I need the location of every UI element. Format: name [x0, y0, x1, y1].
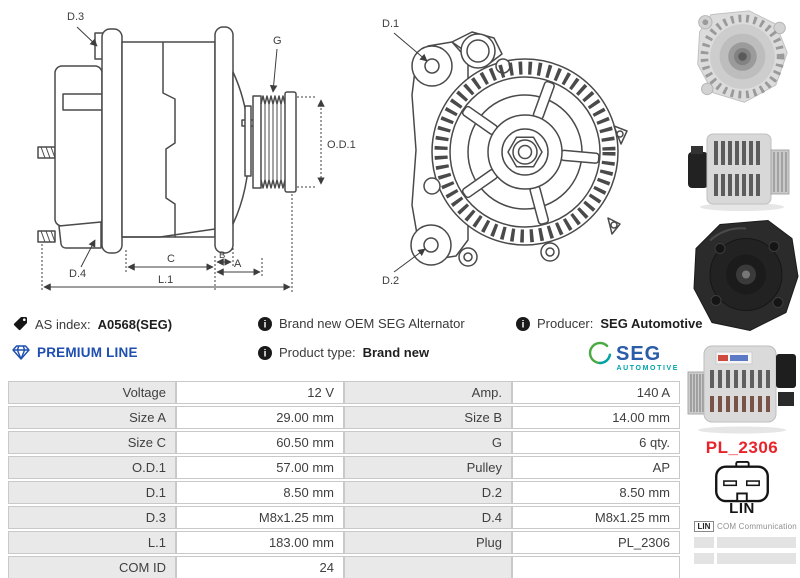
- spec-row: [8, 431, 680, 454]
- product-photo-side-pulley[interactable]: [686, 338, 798, 434]
- com-row-empty: [694, 553, 798, 564]
- spec-label: D.4: [344, 506, 512, 529]
- spec-label: Plug: [344, 531, 512, 554]
- spec-label: Size A: [8, 406, 176, 429]
- spec-label: Amp.: [344, 381, 512, 404]
- as-index-label: AS index:: [35, 316, 91, 332]
- spec-value: 6 qty.: [512, 431, 680, 454]
- spec-value: 14.00 mm: [512, 406, 680, 429]
- com-key: LIN: [694, 521, 714, 532]
- spec-label: D.3: [8, 506, 176, 529]
- spec-label: Pulley: [344, 456, 512, 479]
- dim-label-l1: L.1: [158, 274, 174, 286]
- dim-label-g: G: [273, 35, 282, 47]
- rear-bracket: [102, 29, 122, 253]
- spec-row: [8, 506, 680, 529]
- svg-text:i: i: [263, 319, 267, 330]
- spec-row: [8, 481, 680, 504]
- spec-label: Size B: [344, 406, 512, 429]
- premium-line-label: PREMIUM LINE: [37, 345, 138, 360]
- spec-label: G: [344, 431, 512, 454]
- spec-table: [8, 379, 680, 578]
- spec-value: 57.00 mm: [176, 456, 344, 479]
- product-photo-rear-dark[interactable]: [690, 218, 800, 335]
- dim-label-d1: D.1: [382, 18, 400, 30]
- product-photo-side-connector[interactable]: [687, 123, 797, 213]
- front-bracket: [215, 27, 233, 253]
- brand-new-text: Brand new OEM SEG Alternator: [279, 316, 465, 331]
- technical-drawing-side-view: [15, 0, 375, 300]
- spec-row: [8, 531, 680, 554]
- pulley-flange-left: [253, 96, 261, 188]
- spec-value: [512, 556, 680, 578]
- product-type-label: Product type:: [279, 345, 356, 360]
- com-table: [694, 521, 798, 569]
- spec-row: [8, 456, 680, 479]
- dim-label-a: A: [234, 258, 242, 270]
- as-index-row: [12, 316, 172, 332]
- plug-connector-icon: [711, 461, 773, 503]
- spec-value: PL_2306: [512, 531, 680, 554]
- technical-drawing-front-view: [368, 0, 668, 300]
- tag-icon: [12, 316, 28, 332]
- producer-row: [516, 316, 702, 331]
- product-type-row: [258, 345, 429, 360]
- com-value: COM Communication: [717, 522, 797, 531]
- spec-table-body: [8, 381, 680, 578]
- as-index-value: A0568(SEG): [97, 316, 173, 332]
- plug-code: PL_2306: [705, 438, 779, 457]
- spec-value: AP: [512, 456, 680, 479]
- dim-label-d4: D.4: [69, 268, 87, 280]
- spec-label: D.2: [344, 481, 512, 504]
- product-type-value: Brand new: [362, 345, 430, 360]
- rear-housing: [55, 66, 102, 226]
- spec-label: [344, 556, 512, 578]
- spec-value: 8.50 mm: [512, 481, 680, 504]
- stator-body: [122, 42, 215, 237]
- spec-value: 8.50 mm: [176, 481, 344, 504]
- spec-row: [8, 556, 680, 578]
- spec-value: 140 A: [512, 381, 680, 404]
- spec-row: [8, 406, 680, 429]
- spec-value: 29.00 mm: [176, 406, 344, 429]
- seg-logo-text: SEG: [616, 343, 662, 365]
- spec-label: Size C: [8, 431, 176, 454]
- premium-line-row: [12, 345, 138, 360]
- spec-row: [8, 381, 680, 404]
- spec-value: 24: [176, 556, 344, 578]
- lug-d4: [59, 222, 101, 248]
- spec-value: M8x1.25 mm: [512, 506, 680, 529]
- svg-text:i: i: [263, 348, 267, 359]
- dim-label-od1: O.D.1: [327, 139, 356, 151]
- producer-value: SEG Automotive: [600, 316, 703, 331]
- product-photo-front[interactable]: [692, 5, 792, 109]
- producer-label: Producer:: [537, 316, 594, 331]
- svg-text:i: i: [521, 319, 525, 330]
- spec-value: 12 V: [176, 381, 344, 404]
- spec-value: M8x1.25 mm: [176, 506, 344, 529]
- brand-new-row: [258, 316, 465, 331]
- dim-label-b: B: [219, 250, 226, 261]
- com-row: [694, 521, 798, 532]
- plug-type-label: LIN: [729, 500, 755, 517]
- seg-automotive-logo: [588, 336, 680, 374]
- pulley-flange-right: [285, 92, 296, 192]
- spec-label: O.D.1: [8, 456, 176, 479]
- spec-label: Voltage: [8, 381, 176, 404]
- diamond-icon: [12, 345, 30, 360]
- dim-label-d2: D.2: [382, 275, 400, 287]
- spec-value: 183.00 mm: [176, 531, 344, 554]
- info-icon: [516, 317, 530, 331]
- spec-label: D.1: [8, 481, 176, 504]
- spec-value: 60.50 mm: [176, 431, 344, 454]
- info-icon: [258, 317, 272, 331]
- com-row-empty: [694, 537, 798, 548]
- dim-label-c: C: [167, 253, 175, 265]
- spec-label: COM ID: [8, 556, 176, 578]
- info-icon: [258, 346, 272, 360]
- spec-label: L.1: [8, 531, 176, 554]
- dim-label-d3: D.3: [67, 11, 85, 23]
- seg-logo-subtext: AUTOMOTIVE: [616, 365, 680, 372]
